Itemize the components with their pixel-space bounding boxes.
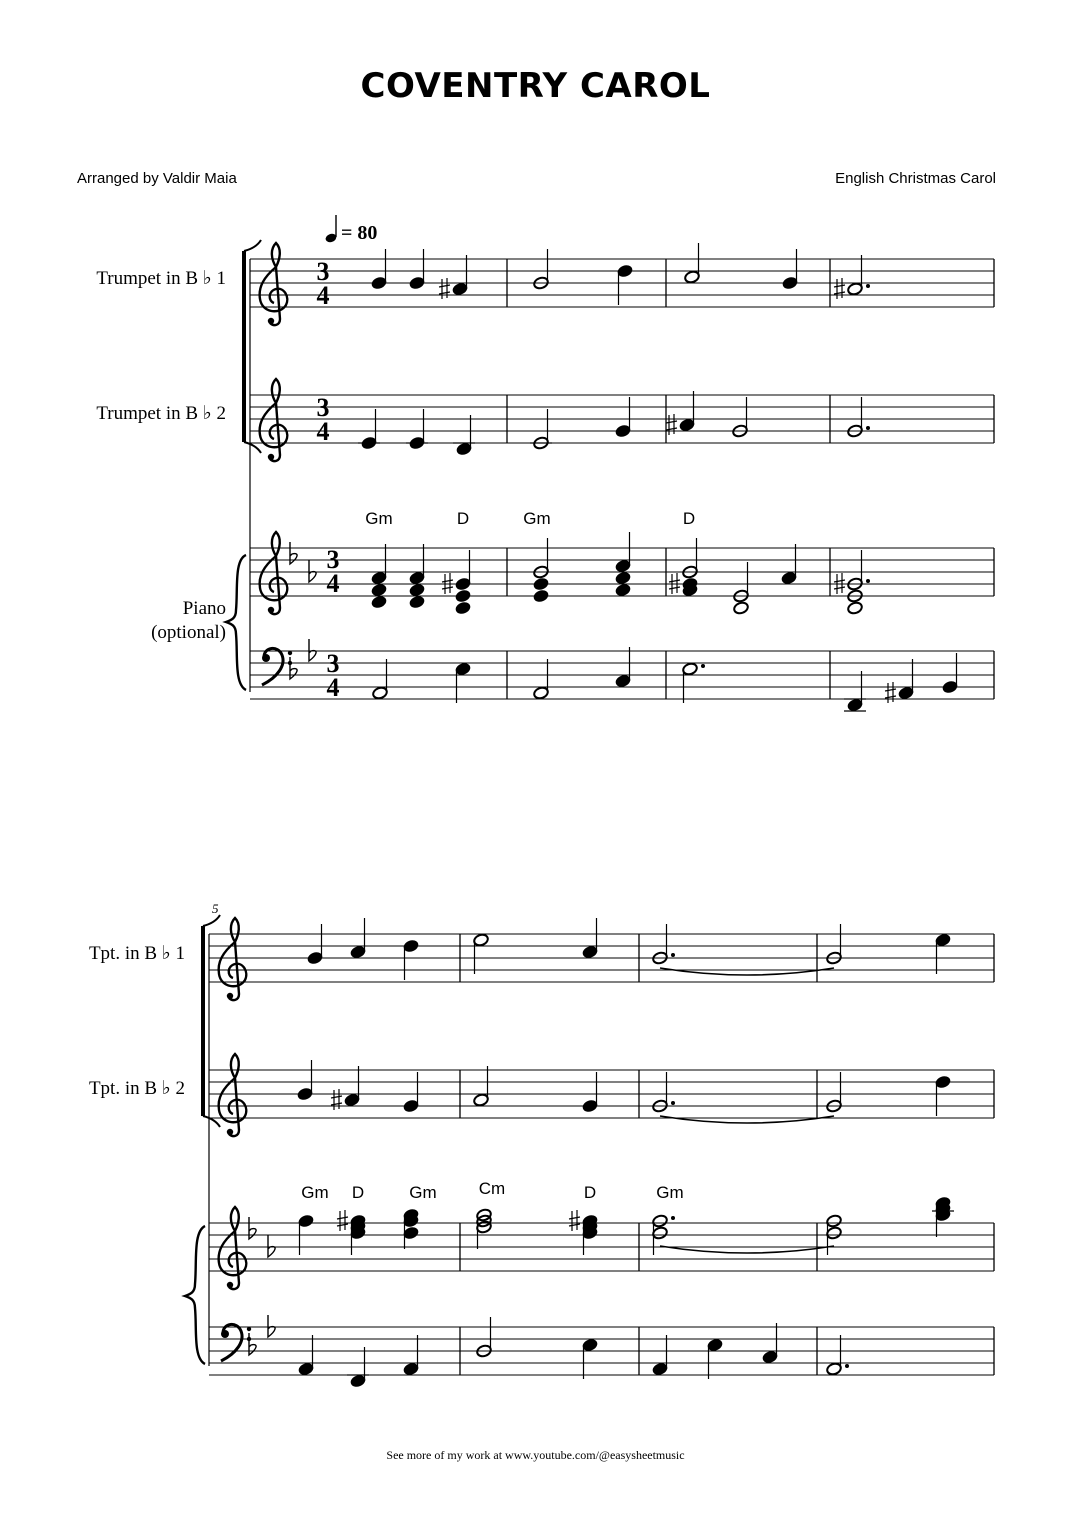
notehead (371, 571, 388, 585)
sharp-icon (666, 414, 677, 435)
notehead (707, 1338, 724, 1352)
svg-text:4: 4 (316, 281, 330, 310)
notehead (473, 1093, 490, 1107)
notehead (615, 583, 632, 597)
chord-symbol: D (682, 509, 696, 528)
bass-clef-icon (221, 1324, 251, 1361)
flat-icon (309, 639, 316, 661)
notehead (409, 583, 426, 597)
notehead (344, 1093, 361, 1107)
notehead (533, 577, 550, 591)
sharp-icon (331, 1089, 342, 1110)
chord-symbol: D (456, 509, 470, 528)
notehead (679, 418, 696, 432)
flat-icon (268, 1235, 275, 1257)
notehead (403, 1362, 420, 1376)
chord-symbol: Gm (409, 1183, 437, 1202)
notehead (684, 270, 701, 284)
staff-label-tpt1: Trumpet in B ♭ 1 (96, 268, 226, 289)
svg-text:4: 4 (316, 417, 330, 446)
svg-text:3: 3 (326, 545, 340, 574)
notehead (409, 571, 426, 585)
notehead (733, 601, 750, 615)
notehead (307, 951, 324, 965)
chord-symbol: Cm (478, 1179, 506, 1198)
staff-trumpet-1 (250, 243, 994, 325)
flat-icon (290, 542, 297, 564)
notehead (455, 577, 472, 591)
svg-text:3: 3 (326, 649, 340, 678)
notehead (298, 1362, 315, 1376)
notehead (371, 595, 388, 609)
staff-trumpet-1 (209, 918, 994, 1000)
notehead (533, 589, 550, 603)
notehead (826, 1214, 843, 1228)
notehead (898, 686, 915, 700)
staff-piano-bass (209, 1315, 994, 1375)
staff-label-tpt1: Tpt. in B ♭ 1 (88, 943, 185, 964)
staff-label-tpt2: Tpt. in B ♭ 2 (88, 1078, 185, 1099)
notehead (372, 686, 389, 700)
svg-text:4: 4 (326, 673, 340, 702)
notehead (615, 424, 632, 438)
notehead (847, 601, 864, 615)
notehead (582, 1099, 599, 1113)
notehead (403, 939, 420, 953)
svg-text:3: 3 (316, 257, 330, 286)
staff-trumpet-2 (209, 1054, 994, 1136)
tempo-value: = 80 (341, 222, 378, 244)
notehead (533, 686, 550, 700)
notehead (935, 1075, 952, 1089)
staff-label-tpt2: Trumpet in B ♭ 2 (96, 403, 226, 424)
notehead (762, 1350, 779, 1364)
notehead (615, 674, 632, 688)
chord-symbol: Gm (365, 509, 393, 528)
sharp-icon (834, 278, 845, 299)
arranger-credit: Arranged by Valdir Maia (77, 170, 237, 187)
notehead (942, 680, 959, 694)
flat-icon (249, 1333, 256, 1355)
chord-symbol: D (583, 1183, 597, 1202)
notehead (617, 264, 634, 278)
notehead (371, 583, 388, 597)
chord-symbol: D (351, 1183, 365, 1202)
sharp-icon (885, 682, 896, 703)
notehead (403, 1099, 420, 1113)
treble-clef-icon (219, 1207, 247, 1289)
notehead (582, 945, 599, 959)
staff-piano-treble (209, 1207, 994, 1289)
notehead (409, 276, 426, 290)
notehead (682, 662, 699, 676)
notehead (652, 1226, 669, 1240)
notehead (455, 589, 472, 603)
treble-clef-icon (260, 532, 288, 614)
notehead (935, 933, 952, 947)
flat-icon (290, 657, 297, 679)
notehead (652, 1214, 669, 1228)
notehead (456, 442, 473, 456)
staff-label-piano-1: Piano (182, 598, 226, 619)
chord-symbol: Gm (656, 1183, 684, 1202)
bass-clef-icon (262, 648, 292, 685)
staff-label-piano-2: (optional) (151, 622, 226, 643)
chord-symbol: Gm (301, 1183, 329, 1202)
measure-number: 5 (212, 901, 219, 916)
flat-icon (268, 1315, 275, 1337)
treble-clef-icon (260, 379, 288, 461)
time-signature (317, 257, 340, 702)
score-title: COVENTRY CAROL (360, 66, 711, 106)
treble-clef-icon (260, 243, 288, 325)
treble-clef-icon (219, 1054, 247, 1136)
composer-credit: English Christmas Carol (835, 170, 996, 187)
notehead (847, 282, 864, 296)
notehead (455, 601, 472, 615)
notehead (782, 276, 799, 290)
notehead (409, 595, 426, 609)
tempo-marking (324, 215, 377, 244)
notehead (403, 1226, 420, 1240)
system-bracket (185, 915, 220, 1366)
notehead (297, 1087, 314, 1101)
notehead (473, 933, 490, 947)
notehead (452, 282, 469, 296)
notehead (350, 945, 367, 959)
notation-notes (297, 243, 959, 1388)
flat-icon (309, 560, 316, 582)
staff-trumpet-2 (250, 379, 994, 461)
notehead (652, 1362, 669, 1376)
notehead (350, 1374, 367, 1388)
footer-credit: See more of my work at www.youtube.com/@easysheetmusic (386, 1448, 685, 1462)
notehead (826, 1226, 843, 1240)
sharp-icon (569, 1210, 580, 1231)
flat-icon (249, 1217, 256, 1239)
notehead (455, 662, 472, 676)
staff-piano-bass (250, 639, 994, 699)
svg-text:4: 4 (326, 569, 340, 598)
notehead (826, 1362, 843, 1376)
notehead (371, 276, 388, 290)
notehead (615, 559, 632, 573)
notehead (847, 698, 864, 712)
notehead (582, 1338, 599, 1352)
system-bracket (226, 240, 261, 692)
notehead (615, 571, 632, 585)
sharp-icon (337, 1210, 348, 1231)
treble-clef-icon (219, 918, 247, 1000)
notehead (298, 1214, 315, 1228)
svg-text:3: 3 (316, 393, 330, 422)
sharp-icon (439, 278, 450, 299)
notehead (781, 571, 798, 585)
chord-symbol: Gm (523, 509, 551, 528)
